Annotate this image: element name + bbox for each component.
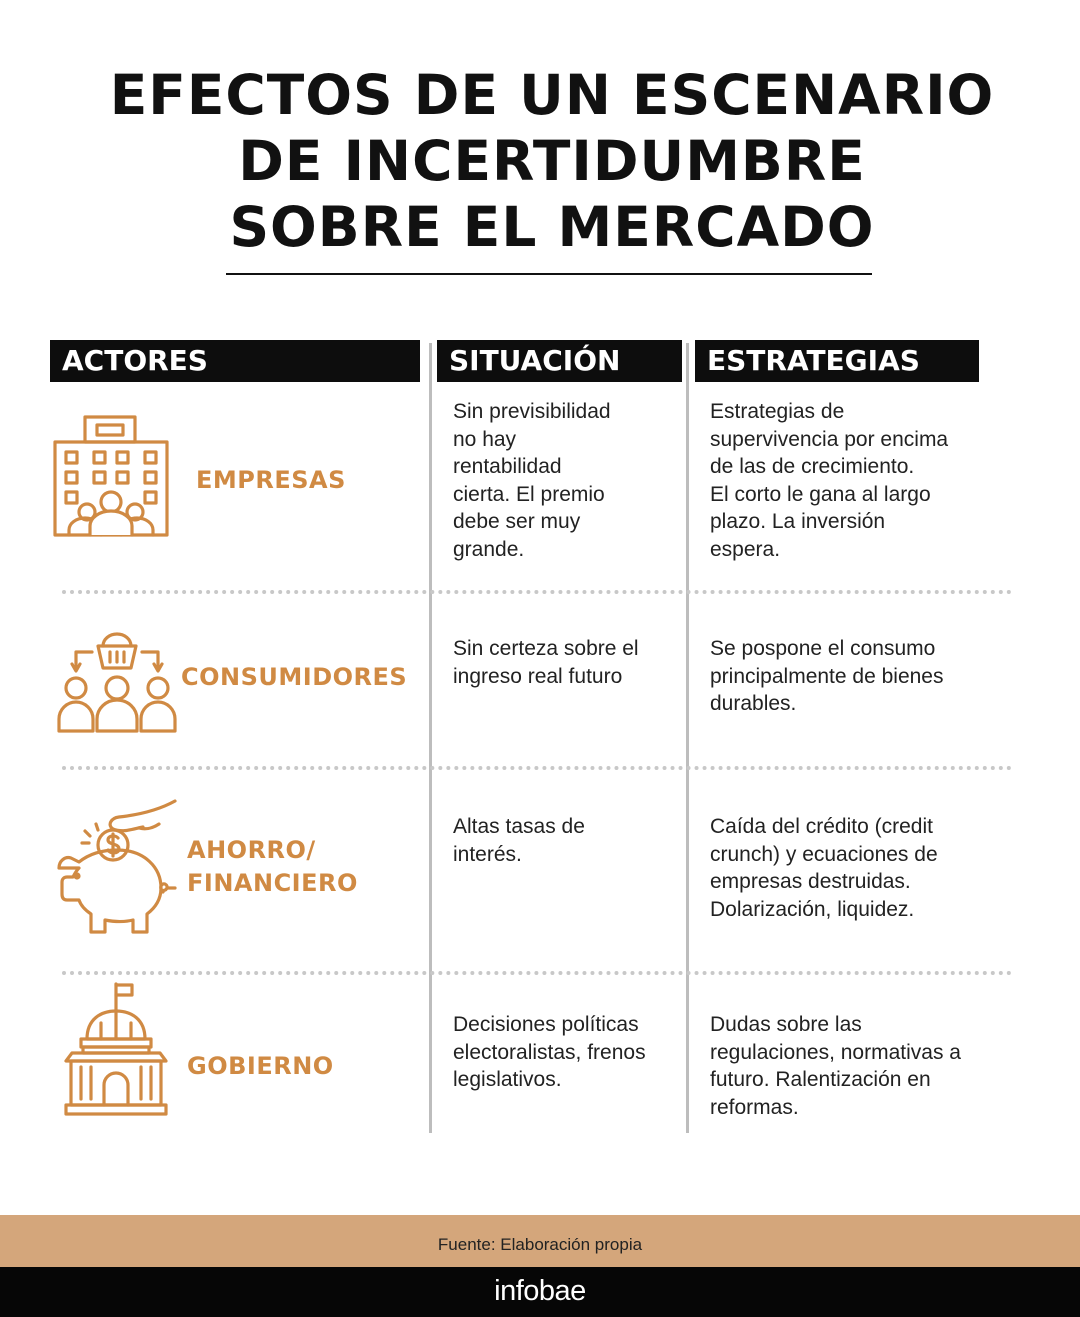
text-line: plazo. La inversión <box>710 510 886 534</box>
text-line: reformas. <box>710 1095 799 1119</box>
estrategias-cell <box>710 1011 961 1121</box>
actor-label-line: FINANCIERO <box>187 869 358 897</box>
text-line: futuro. Ralentización en <box>710 1068 931 1092</box>
text-line: Caída del crédito (credit <box>710 815 933 838</box>
text-line: interés. <box>453 842 522 866</box>
text-line: ingreso real futuro <box>453 664 623 688</box>
actor-label-line: GOBIERNO <box>187 1052 334 1080</box>
column-divider-2 <box>686 343 689 1133</box>
text-line: El corto le gana al largo <box>710 482 931 506</box>
estrategias-cell <box>710 635 943 718</box>
brand-logo: infobae <box>0 1267 1080 1317</box>
column-divider-1 <box>429 343 432 1133</box>
row-separator <box>62 766 1012 770</box>
text-line: rentabilidad <box>453 455 562 479</box>
text-line: principalmente de bienes <box>710 664 944 688</box>
text-line: no hay <box>453 427 517 451</box>
building-people-icon <box>52 414 172 538</box>
estrategias-cell <box>710 813 938 923</box>
text-line: cierta. El premio <box>453 482 605 506</box>
estrategias-cell <box>710 398 948 564</box>
text-line: grande. <box>453 537 525 561</box>
text-line: electoralistas, frenos <box>453 1040 646 1064</box>
title-line: EFECTOS DE UN ESCENARIO <box>109 63 995 127</box>
text-line: Se pospone el consumo <box>710 637 936 660</box>
piggy-bank-coin-icon <box>47 798 182 936</box>
header-estrategias: ESTRATEGIAS <box>695 340 979 382</box>
text-line: debe ser muy <box>453 510 581 534</box>
text-line: Dudas sobre las <box>710 1013 862 1036</box>
actor-label-line: CONSUMIDORES <box>181 663 408 691</box>
actor-label <box>181 661 407 694</box>
header-actores: ACTORES <box>50 340 420 382</box>
actor-label <box>187 834 358 900</box>
shopping-basket-people-icon <box>56 630 178 734</box>
text-line: Dolarización, liquidez. <box>710 897 915 921</box>
title-line: SOBRE EL MERCADO <box>229 195 875 259</box>
text-line: Decisiones políticas <box>453 1013 639 1036</box>
row-separator <box>62 590 1012 594</box>
header-situacion: SITUACIÓN <box>437 340 682 382</box>
text-line: legislativos. <box>453 1068 562 1092</box>
text-line: espera. <box>710 537 781 561</box>
government-building-icon <box>63 981 169 1117</box>
source-note: Fuente: Elaboración propia <box>0 1215 1080 1267</box>
text-line: Sin previsibilidad <box>453 400 611 423</box>
actor-label-line: EMPRESAS <box>196 466 346 494</box>
title-underline <box>226 273 872 275</box>
text-line: durables. <box>710 692 797 716</box>
situacion-cell <box>453 1011 646 1094</box>
situacion-cell <box>453 813 585 868</box>
actor-label <box>196 464 346 497</box>
text-line: Estrategias de <box>710 400 845 423</box>
page-title <box>0 62 1080 260</box>
text-line: supervivencia por encima <box>710 427 949 451</box>
text-line: de las de crecimiento. <box>710 455 915 479</box>
situacion-cell <box>453 635 639 690</box>
text-line: crunch) y ecuaciones de <box>710 842 938 866</box>
text-line: empresas destruidas. <box>710 870 911 894</box>
situacion-cell <box>453 398 611 564</box>
row-separator <box>62 971 1012 975</box>
actor-label-line: AHORRO/ <box>187 836 316 864</box>
text-line: Altas tasas de <box>453 815 585 838</box>
text-line: Sin certeza sobre el <box>453 637 639 660</box>
text-line: regulaciones, normativas a <box>710 1040 961 1064</box>
actor-label <box>187 1050 334 1083</box>
title-line: DE INCERTIDUMBRE <box>238 129 866 193</box>
